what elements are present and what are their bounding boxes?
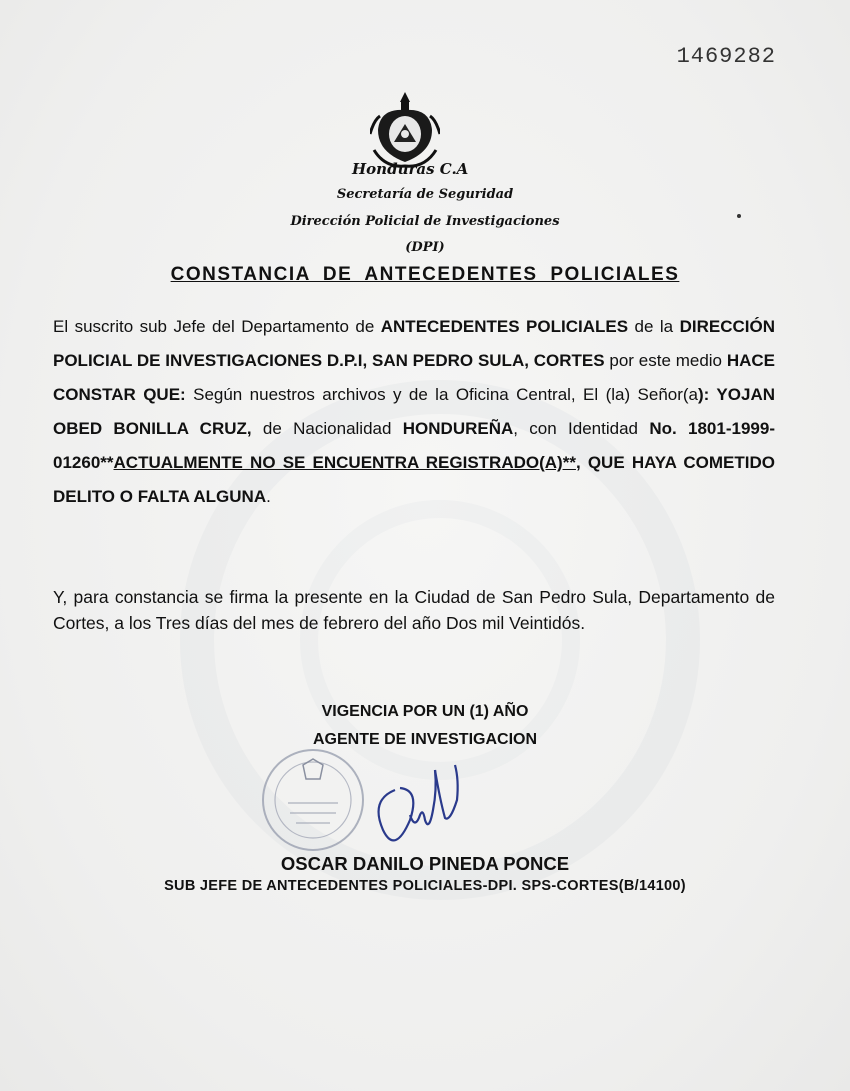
header-acronym: (DPI) bbox=[405, 240, 445, 255]
agent-line: AGENTE DE INVESTIGACION bbox=[312, 731, 538, 748]
document-title: CONSTANCIA DE ANTECEDENTES POLICIALES bbox=[170, 264, 680, 285]
header-directorate: Dirección Policial de Investigaciones bbox=[290, 214, 560, 229]
serial-number: 1469282 bbox=[676, 44, 776, 69]
body-emphasis: ANTECEDENTES POLICIALES bbox=[380, 317, 629, 336]
coat-of-arms-icon bbox=[370, 90, 440, 170]
person-name: ): YOJAN OBED BONILLA CRUZ, bbox=[53, 385, 776, 438]
nationality: HONDUREÑA bbox=[402, 419, 514, 438]
closing-paragraph: Y, para constancia se firma la presente en la Ciudad de San Pedro Sula, Departamento de Cortes, a los Tres días del mes de febrero del año Dos mil Veintidós. bbox=[53, 587, 775, 633]
body-text: de Nacionalidad bbox=[251, 419, 403, 438]
record-status: ACTUALMENTE NO SE ENCUENTRA REGISTRADO(A)** bbox=[113, 453, 576, 472]
body-text: , con Identidad bbox=[513, 419, 650, 438]
crest-caption: Honduras C.A bbox=[352, 160, 469, 178]
body-text: de la bbox=[628, 317, 680, 336]
body-emphasis: DIRECCIÓN POLICIAL DE INVESTIGACIONES D.P.I, SAN PEDRO SULA, CORTES bbox=[53, 317, 775, 370]
body-text: por este medio bbox=[604, 351, 727, 370]
handwritten-signature bbox=[365, 760, 475, 860]
identity-number: No. 1801-1999-01260** bbox=[53, 419, 775, 472]
body-emphasis: HACE CONSTAR QUE: bbox=[53, 351, 775, 404]
official-stamp bbox=[258, 745, 368, 855]
body-emphasis: , QUE HAYA COMETIDO DELITO O FALTA ALGUNA bbox=[53, 453, 775, 506]
body-text: Según nuestros archivos y de la Oficina Central, El (la) Señor(a bbox=[185, 385, 699, 404]
signatory-name: OSCAR DANILO PINEDA PONCE bbox=[280, 853, 570, 874]
body-text: El suscrito sub Jefe del Departamento de bbox=[53, 317, 381, 336]
body-text: . bbox=[266, 487, 271, 506]
signatory-title: SUB JEFE DE ANTECEDENTES POLICIALES-DPI. SPS-CORTES(B/14100) bbox=[164, 878, 686, 894]
certificate-body bbox=[53, 310, 775, 514]
header-ministry: Secretaría de Seguridad bbox=[336, 187, 514, 202]
validity-line: VIGENCIA POR UN (1) AÑO bbox=[321, 703, 529, 720]
